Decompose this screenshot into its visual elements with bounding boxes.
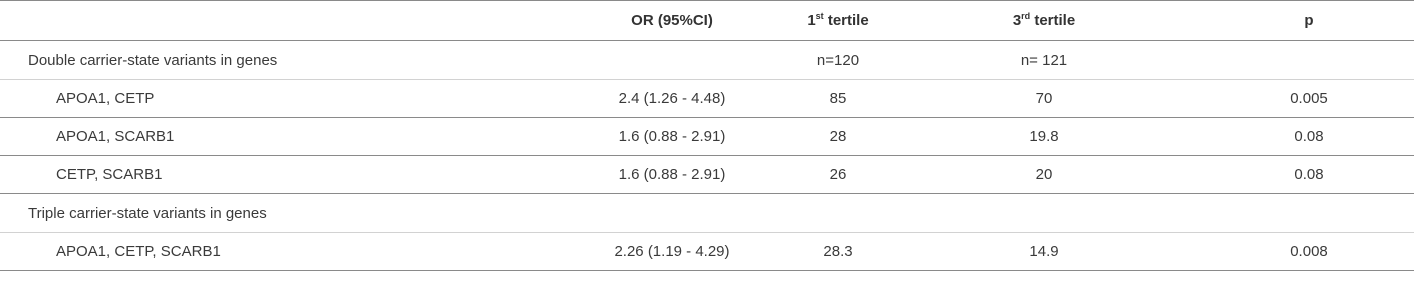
- header-or: OR (95%CI): [470, 1, 742, 41]
- section-title: Triple carrier-state variants in genes: [0, 194, 470, 233]
- header-p: p: [1184, 1, 1414, 41]
- section-row-double: [0, 41, 1414, 80]
- genes-cell: APOA1, CETP: [0, 80, 470, 118]
- section-row-triple: [0, 194, 1414, 233]
- first-tertile-cell: 26: [742, 156, 984, 194]
- table-row: [0, 80, 1414, 118]
- p-cell: 0.08: [1184, 118, 1414, 156]
- table-row: [0, 118, 1414, 156]
- header-row: [0, 1, 1414, 41]
- or-cell: 1.6 (0.88 - 2.91): [470, 118, 742, 156]
- first-tertile-cell: 28.3: [742, 233, 984, 271]
- header-third-tertile: 3rd tertile: [984, 1, 1184, 41]
- p-cell: 0.08: [1184, 156, 1414, 194]
- first-tertile-cell: 85: [742, 80, 984, 118]
- genes-cell: APOA1, SCARB1: [0, 118, 470, 156]
- table-row: [0, 233, 1414, 271]
- third-tertile-cell: 14.9: [984, 233, 1184, 271]
- first-tertile-cell: 28: [742, 118, 984, 156]
- section-n-third-tertile: [984, 194, 1184, 233]
- third-tertile-cell: 70: [984, 80, 1184, 118]
- section-n-first-tertile: [742, 194, 984, 233]
- third-tertile-cell: 19.8: [984, 118, 1184, 156]
- or-cell: 2.4 (1.26 - 4.48): [470, 80, 742, 118]
- p-cell: 0.005: [1184, 80, 1414, 118]
- header-empty-cell: [0, 1, 470, 41]
- table-row: [0, 156, 1414, 194]
- or-cell: 1.6 (0.88 - 2.91): [470, 156, 742, 194]
- section-title: Double carrier-state variants in genes: [0, 41, 470, 80]
- genes-cell: CETP, SCARB1: [0, 156, 470, 194]
- section-n-first-tertile: n=120: [742, 41, 984, 80]
- genes-cell: APOA1, CETP, SCARB1: [0, 233, 470, 271]
- third-tertile-cell: 20: [984, 156, 1184, 194]
- section-n-third-tertile: n= 121: [984, 41, 1184, 80]
- header-first-tertile: 1st tertile: [742, 1, 984, 41]
- p-cell: 0.008: [1184, 233, 1414, 271]
- or-cell: 2.26 (1.19 - 4.29): [470, 233, 742, 271]
